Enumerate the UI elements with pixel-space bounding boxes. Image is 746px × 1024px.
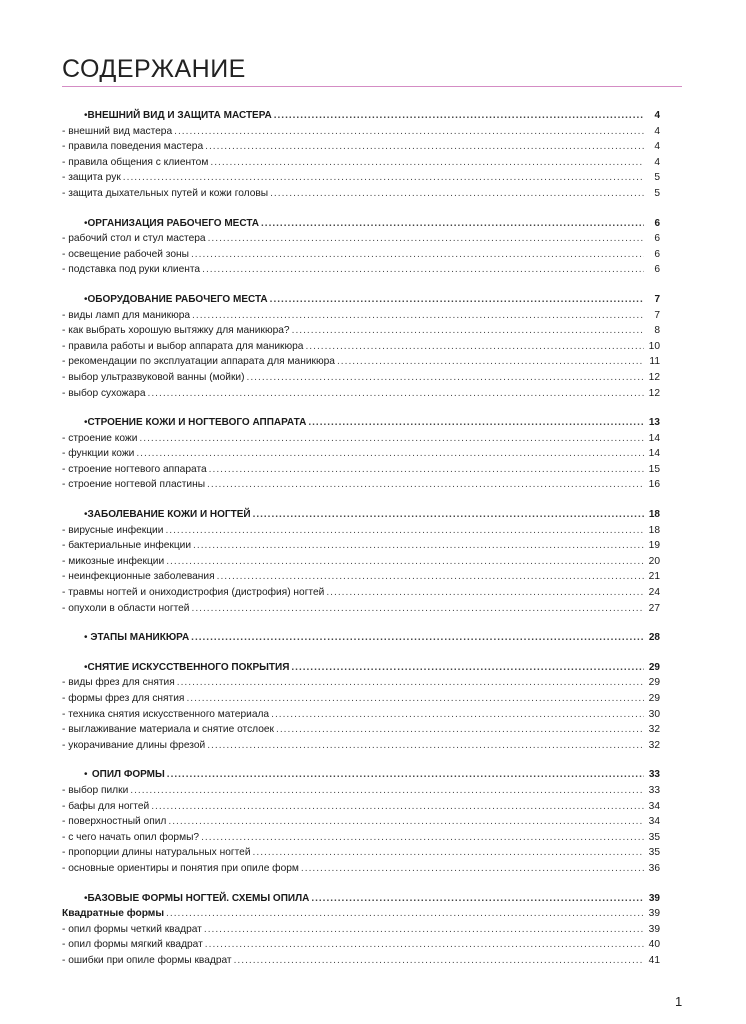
toc-item[interactable] bbox=[62, 554, 660, 570]
dot-leader bbox=[270, 292, 644, 308]
toc-entry-page: 18 bbox=[648, 524, 660, 536]
toc-section bbox=[62, 415, 660, 493]
bullet-icon: • bbox=[84, 509, 88, 521]
toc-entry-page: 39 bbox=[648, 908, 660, 920]
toc-entry-page: 32 bbox=[648, 724, 660, 736]
toc-entry-title: - защита рук bbox=[62, 172, 121, 184]
toc-entry-page: 28 bbox=[648, 632, 660, 644]
toc-entry-page: 6 bbox=[654, 233, 660, 245]
dot-leader bbox=[123, 170, 644, 186]
toc-item[interactable] bbox=[62, 922, 660, 938]
toc-entry-title: СТРОЕНИЕ КОЖИ И НОГТЕВОГО АППАРАТА bbox=[87, 417, 307, 429]
toc-entry-title: ОПИЛ ФОРМЫ bbox=[91, 769, 165, 781]
dot-leader bbox=[202, 262, 644, 278]
dot-leader bbox=[165, 523, 644, 539]
dot-leader bbox=[191, 630, 644, 646]
toc-item[interactable] bbox=[62, 937, 660, 953]
dot-leader bbox=[168, 814, 644, 830]
toc-entry-title: - освещение рабочей зоны bbox=[62, 248, 189, 260]
toc-entry-page: 29 bbox=[648, 661, 660, 673]
toc-item[interactable] bbox=[62, 139, 660, 155]
dot-leader bbox=[204, 922, 644, 938]
toc-item[interactable] bbox=[62, 783, 660, 799]
toc-entry-page: 12 bbox=[648, 387, 660, 399]
toc-entry-title: БАЗОВЫЕ ФОРМЫ НОГТЕЙ. СХЕМЫ ОПИЛА bbox=[87, 892, 310, 904]
toc-entry-title: - виды ламп для маникюра bbox=[62, 309, 191, 321]
dot-leader bbox=[253, 845, 644, 861]
toc-entry-title: - бактериальные инфекции bbox=[62, 540, 192, 552]
toc-entry-page: 36 bbox=[648, 862, 660, 874]
toc-entry-title: - выглаживание материала и снятие отслоек bbox=[62, 724, 275, 736]
dot-leader bbox=[174, 124, 644, 140]
toc-entry-page: 35 bbox=[648, 831, 660, 843]
toc-entry-page: 29 bbox=[648, 677, 660, 689]
toc-entry-title: - с чего начать опил формы? bbox=[62, 831, 200, 843]
dot-leader bbox=[210, 155, 644, 171]
page-title: СОДЕРЖАНИЕ bbox=[62, 55, 246, 83]
dot-leader bbox=[305, 339, 644, 355]
dot-leader bbox=[207, 738, 644, 754]
toc-entry-title: - основные ориентиры и понятия при опиле форм bbox=[62, 862, 299, 874]
dot-leader bbox=[166, 906, 644, 922]
toc-section bbox=[62, 507, 660, 616]
dot-leader bbox=[308, 415, 644, 431]
toc-entry-page: 16 bbox=[648, 479, 660, 491]
toc-entry-page: 33 bbox=[648, 769, 660, 781]
toc-entry-title: - строение ногтевой пластины bbox=[62, 479, 206, 491]
toc-entry-title: - травмы ногтей и ониходистрофия (дистрофия) ногтей bbox=[62, 587, 325, 599]
dot-leader bbox=[261, 216, 644, 232]
dot-leader bbox=[139, 431, 644, 447]
toc-item[interactable] bbox=[62, 569, 660, 585]
toc-entry-title: - укорачивание длины фрезой bbox=[62, 739, 206, 751]
toc-entry-page: 32 bbox=[648, 739, 660, 751]
toc-entry-page: 8 bbox=[654, 325, 660, 337]
toc-item[interactable] bbox=[62, 738, 660, 754]
toc-entry-title: - вирусные инфекции bbox=[62, 524, 164, 536]
toc-entry-title: - правила работы и выбор аппарата для маникюра bbox=[62, 340, 304, 352]
dot-leader bbox=[247, 370, 645, 386]
toc-entry-page: 14 bbox=[648, 448, 660, 460]
toc-entry-page: 21 bbox=[648, 571, 660, 583]
title-divider bbox=[62, 86, 682, 87]
toc-entry-title: - строение ногтевого аппарата bbox=[62, 463, 207, 475]
toc-entry-title: ВНЕШНИЙ ВИД И ЗАЩИТА МАСТЕРА bbox=[87, 110, 272, 121]
toc-item[interactable] bbox=[62, 370, 660, 386]
toc-entry-page: 7 bbox=[654, 293, 660, 305]
dot-leader bbox=[191, 247, 644, 263]
dot-leader bbox=[274, 108, 644, 124]
toc-item[interactable] bbox=[62, 247, 660, 263]
toc-entry-page: 24 bbox=[648, 587, 660, 599]
toc-item[interactable] bbox=[62, 231, 660, 247]
toc-entry-page: 39 bbox=[648, 892, 660, 904]
dot-leader bbox=[205, 139, 644, 155]
toc-item[interactable] bbox=[62, 446, 660, 462]
toc-entry-page: 15 bbox=[648, 463, 660, 475]
toc-item[interactable] bbox=[62, 354, 660, 370]
dot-leader bbox=[205, 937, 644, 953]
toc-entry-title: - выбор ультразвуковой ванны (мойки) bbox=[62, 371, 245, 383]
toc-entry-page: 4 bbox=[654, 110, 660, 121]
toc-entry-page: 6 bbox=[654, 248, 660, 260]
toc-entry-title: - пропорции длины натуральных ногтей bbox=[62, 847, 251, 859]
table-of-contents bbox=[62, 108, 660, 983]
toc-entry-title: - опил формы четкий квадрат bbox=[62, 923, 202, 935]
toc-entry-page: 10 bbox=[648, 340, 660, 352]
toc-entry-title: ОРГАНИЗАЦИЯ РАБОЧЕГО МЕСТА bbox=[87, 217, 260, 229]
toc-item[interactable] bbox=[62, 675, 660, 691]
toc-item[interactable] bbox=[62, 462, 660, 478]
page-number: 1 bbox=[675, 994, 683, 1009]
toc-entry-title: ЗАБОЛЕВАНИЕ КОЖИ И НОГТЕЙ bbox=[87, 509, 251, 521]
toc-section bbox=[62, 891, 660, 969]
toc-item[interactable] bbox=[62, 262, 660, 278]
toc-section bbox=[62, 108, 660, 202]
dot-leader bbox=[167, 767, 644, 783]
bullet-icon: • bbox=[84, 293, 88, 305]
dot-leader bbox=[148, 386, 645, 402]
toc-section-heading[interactable] bbox=[62, 507, 660, 523]
dot-leader bbox=[130, 783, 644, 799]
toc-entry-page: 4 bbox=[654, 141, 660, 153]
dot-leader bbox=[208, 231, 644, 247]
toc-entry-page: 39 bbox=[648, 923, 660, 935]
dot-leader bbox=[177, 675, 644, 691]
toc-entry-title: - выбор сухожара bbox=[62, 387, 146, 399]
toc-entry-title: - защита дыхательных путей и кожи головы bbox=[62, 187, 269, 199]
toc-entry-page: 14 bbox=[648, 432, 660, 444]
dot-leader bbox=[270, 186, 644, 202]
toc-entry-page: 4 bbox=[654, 156, 660, 168]
dot-leader bbox=[186, 691, 644, 707]
toc-entry-title: - бафы для ногтей bbox=[62, 800, 150, 812]
toc-entry-page: 34 bbox=[648, 800, 660, 812]
toc-item[interactable] bbox=[62, 323, 660, 339]
bullet-icon: • bbox=[84, 417, 88, 429]
toc-entry-page: 13 bbox=[648, 417, 660, 429]
toc-entry-page: 7 bbox=[654, 309, 660, 321]
dot-leader bbox=[234, 953, 644, 969]
toc-entry-title: - рабочий стол и стул мастера bbox=[62, 233, 206, 245]
toc-entry-page: 40 bbox=[648, 939, 660, 951]
toc-entry-title: - микозные инфекции bbox=[62, 555, 165, 567]
toc-section-heading[interactable] bbox=[62, 292, 660, 308]
toc-entry-page: 33 bbox=[648, 784, 660, 796]
bullet-icon: • bbox=[84, 769, 88, 781]
toc-entry-title: - опухоли в области ногтей bbox=[62, 602, 190, 614]
toc-item[interactable] bbox=[62, 186, 660, 202]
toc-section bbox=[62, 292, 660, 401]
bullet-icon: • bbox=[84, 892, 88, 904]
toc-entry-page: 20 bbox=[648, 555, 660, 567]
toc-entry-page: 18 bbox=[648, 509, 660, 521]
toc-entry-title: ЭТАПЫ МАНИКЮРА bbox=[90, 632, 190, 644]
toc-entry-page: 30 bbox=[648, 708, 660, 720]
toc-item[interactable] bbox=[62, 601, 660, 617]
toc-entry-title: - ошибки при опиле формы квадрат bbox=[62, 954, 232, 966]
dot-leader bbox=[291, 660, 644, 676]
toc-item[interactable] bbox=[62, 477, 660, 493]
toc-entry-title: - формы фрез для снятия bbox=[62, 693, 185, 704]
toc-entry-page: 29 bbox=[648, 693, 660, 704]
toc-item[interactable] bbox=[62, 538, 660, 554]
toc-entry-page: 35 bbox=[648, 847, 660, 859]
toc-item[interactable] bbox=[62, 830, 660, 846]
dot-leader bbox=[253, 507, 644, 523]
toc-entry-title: - как выбрать хорошую вытяжку для маникюра? bbox=[62, 325, 290, 337]
toc-section-heading[interactable] bbox=[62, 216, 660, 232]
toc-entry-title: - подставка под руки клиента bbox=[62, 264, 201, 276]
dot-leader bbox=[151, 799, 644, 815]
dot-leader bbox=[136, 446, 644, 462]
toc-entry-title: Квадратные формы bbox=[62, 908, 165, 920]
toc-entry-title: - правила общения с клиентом bbox=[62, 156, 209, 168]
toc-entry-page: 41 bbox=[648, 954, 660, 966]
toc-entry-page: 5 bbox=[654, 187, 660, 199]
bullet-icon: • bbox=[84, 632, 88, 644]
dot-leader bbox=[271, 707, 644, 723]
dot-leader bbox=[292, 323, 644, 339]
toc-item[interactable] bbox=[62, 523, 660, 539]
toc-item[interactable] bbox=[62, 308, 660, 324]
toc-item[interactable] bbox=[62, 339, 660, 355]
bullet-icon: • bbox=[84, 110, 88, 121]
toc-entry-title: - правила поведения мастера bbox=[62, 141, 204, 153]
toc-entry-title: - строение кожи bbox=[62, 432, 138, 444]
toc-entry-title: - рекомендации по эксплуатации аппарата для маникюра bbox=[62, 356, 335, 368]
bullet-icon: • bbox=[84, 217, 88, 229]
toc-item[interactable] bbox=[62, 691, 660, 707]
toc-item[interactable] bbox=[62, 155, 660, 171]
toc-entry-page: 34 bbox=[648, 816, 660, 828]
toc-item[interactable] bbox=[62, 814, 660, 830]
toc-entry-page: 12 bbox=[648, 371, 660, 383]
toc-section bbox=[62, 767, 660, 876]
toc-entry-title: - опил формы мягкий квадрат bbox=[62, 939, 203, 951]
toc-item[interactable] bbox=[62, 707, 660, 723]
dot-leader bbox=[276, 722, 644, 738]
toc-entry-page: 4 bbox=[654, 125, 660, 137]
dot-leader bbox=[192, 308, 644, 324]
dot-leader bbox=[209, 462, 644, 478]
toc-entry-title: - внешний вид мастера bbox=[62, 125, 173, 137]
toc-entry-title: - поверхностный опил bbox=[62, 816, 167, 828]
toc-item[interactable] bbox=[62, 722, 660, 738]
dot-leader bbox=[301, 861, 644, 877]
toc-item[interactable] bbox=[62, 431, 660, 447]
toc-section-heading[interactable] bbox=[62, 767, 660, 783]
toc-section-heading[interactable] bbox=[62, 108, 660, 124]
toc-item[interactable] bbox=[62, 170, 660, 186]
toc-subheading[interactable] bbox=[62, 906, 660, 922]
toc-item[interactable] bbox=[62, 124, 660, 140]
toc-section-heading[interactable] bbox=[62, 891, 660, 907]
toc-entry-title: - функции кожи bbox=[62, 448, 135, 460]
dot-leader bbox=[217, 569, 644, 585]
toc-entry-page: 6 bbox=[654, 217, 660, 229]
toc-entry-title: - неинфекционные заболевания bbox=[62, 571, 215, 583]
toc-entry-title: СНЯТИЕ ИСКУССТВЕННОГО ПОКРЫТИЯ bbox=[87, 661, 290, 673]
dot-leader bbox=[311, 891, 644, 907]
dot-leader bbox=[337, 354, 644, 370]
toc-entry-page: 27 bbox=[648, 602, 660, 614]
toc-item[interactable] bbox=[62, 799, 660, 815]
dot-leader bbox=[193, 538, 644, 554]
toc-item[interactable] bbox=[62, 585, 660, 601]
toc-entry-title: - виды фрез для снятия bbox=[62, 677, 175, 689]
toc-entry-title: ОБОРУДОВАНИЕ РАБОЧЕГО МЕСТА bbox=[87, 293, 268, 305]
toc-entry-page: 11 bbox=[649, 356, 660, 368]
dot-leader bbox=[207, 477, 644, 493]
toc-section bbox=[62, 216, 660, 278]
bullet-icon: • bbox=[84, 661, 88, 673]
toc-section-heading[interactable] bbox=[62, 415, 660, 431]
toc-entry-page: 19 bbox=[648, 540, 660, 552]
toc-item[interactable] bbox=[62, 953, 660, 969]
dot-leader bbox=[201, 830, 644, 846]
toc-entry-page: 6 bbox=[654, 264, 660, 276]
toc-item[interactable] bbox=[62, 861, 660, 877]
dot-leader bbox=[166, 554, 644, 570]
toc-item[interactable] bbox=[62, 386, 660, 402]
dot-leader bbox=[191, 601, 644, 617]
toc-entry-page: 5 bbox=[654, 172, 660, 184]
toc-section-heading[interactable] bbox=[62, 660, 660, 676]
toc-entry-title: - выбор пилки bbox=[62, 784, 129, 796]
toc-section-heading[interactable] bbox=[62, 630, 660, 646]
dot-leader bbox=[326, 585, 644, 601]
toc-item[interactable] bbox=[62, 845, 660, 861]
toc-section bbox=[62, 660, 660, 754]
toc-section bbox=[62, 630, 660, 646]
toc-entry-title: - техника снятия искусственного материала bbox=[62, 708, 270, 720]
